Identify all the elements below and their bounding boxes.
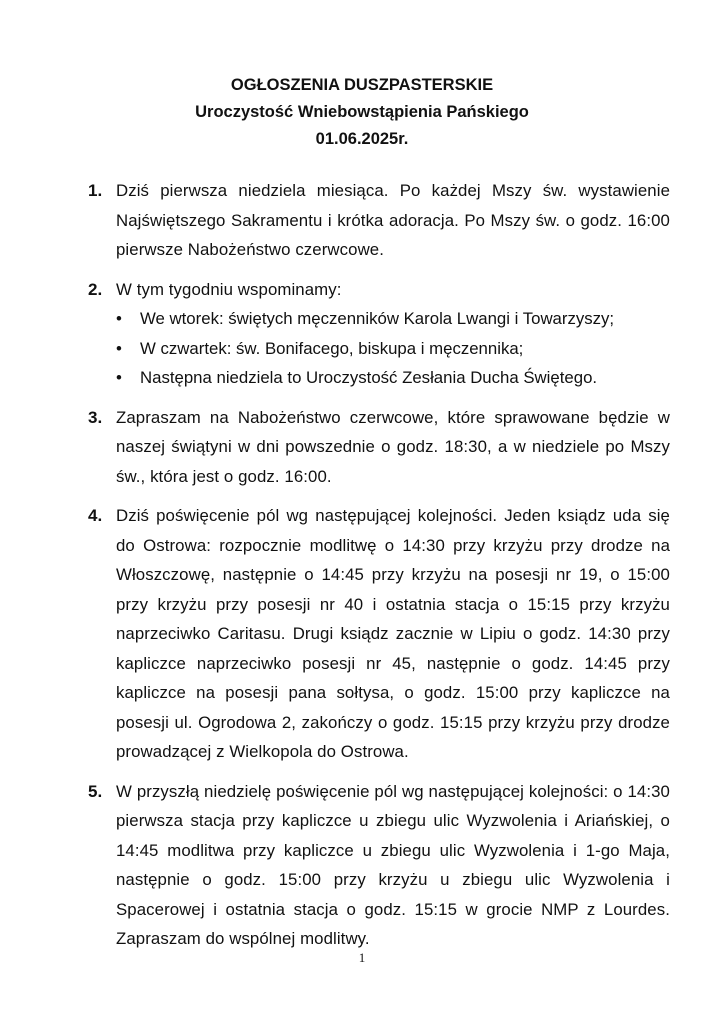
item-number: 2. <box>88 279 103 299</box>
announcement-list <box>88 176 670 964</box>
announcement-item-1 <box>88 176 670 265</box>
item-number: 5. <box>88 781 103 801</box>
bullet-marker: • <box>116 338 122 358</box>
bullet-text: W czwartek: św. Bonifacego, biskupa i męczennika; <box>140 338 524 358</box>
item-text: Dziś pierwsza niedziela miesiąca. Po każdej Mszy św. wystawienie Najświętszego Sakramentu i krótka adoracja. Po Mszy św. o godz. 16:00 pierwsze Nabożeństwo czerwcowe. <box>116 181 670 259</box>
item-text: Dziś poświęcenie pól wg następującej kolejności. Jeden ksiądz uda się do Ostrowa: rozpocznie modlitwę o 14:30 przy krzyżu przy drodze na Włoszczowę, następnie o 14:45 przy krzyżu na posesji nr 19, o 15:00 przy krzyżu przy posesji nr 40 i ostatnia stacja o 15:15 przy krzyżu naprzeciwko Caritasu. Drugi ksiądz zacznie w Lipiu o godz. 14:30 przy kapliczce naprzeciwko posesji nr 45, następnie o godz. 14:45 przy kapliczce na posesji pana sołtysa, o godz. 15:00 przy kapliczce na posesji ul. Ogrodowa 2, zakończy o godz. 15:15 przy krzyżu przy drodze prowadzącej z Wielkopola do Ostrowa. <box>116 506 670 761</box>
announcement-item-4 <box>88 501 670 767</box>
item-number: 4. <box>88 506 103 525</box>
announcement-item-2 <box>88 275 670 393</box>
document-header <box>0 72 724 153</box>
item-number: 1. <box>88 181 103 200</box>
announcement-item-3 <box>88 403 670 492</box>
bullet-text: We wtorek: świętych męczenników Karola Lwangi i Towarzyszy; <box>140 309 615 328</box>
document-subtitle: Uroczystość Wniebowstąpienia Pańskiego <box>195 103 529 121</box>
bullet-item <box>116 334 670 364</box>
item-text: Zapraszam na Nabożeństwo czerwcowe, które sprawowane będzie w naszej świątyni w dni powszednie o godz. 18:30, a w niedziele po Mszy św., która jest o godz. 16:00. <box>116 407 670 486</box>
bullet-marker: • <box>116 368 122 387</box>
item-number: 3. <box>88 407 103 427</box>
item-text: W tym tygodniu wspominamy: <box>116 279 342 299</box>
announcement-item-5 <box>88 777 670 954</box>
bullet-text: Następna niedziela to Uroczystość Zesłania Ducha Świętego. <box>140 368 598 387</box>
document-title: OGŁOSZENIA DUSZPASTERSKIE <box>230 76 494 94</box>
page-number: 1 <box>358 950 366 965</box>
bullet-item <box>116 304 670 334</box>
bullet-marker: • <box>116 309 122 328</box>
bullet-item <box>116 363 670 393</box>
bullet-list <box>116 304 670 393</box>
item-text: W przyszłą niedzielę poświęcenie pól wg następującej kolejności: o 14:30 pierwsza stacja przy kapliczce u zbiegu ulic Wyzwolenia i Ariańskiej, o 14:45 modlitwa przy kapliczce u zbiegu ulic Wyzwolenia i 1-go Maja, następnie o godz. 15:00 przy krzyżu u zbiegu ulic Wyzwolenia i Spacerowej i ostatnia stacja o godz. 15:15 w grocie NMP z Lourdes. Zapraszam do wspólnej modlitwy. <box>116 781 670 948</box>
document-date: 01.06.2025r. <box>315 130 409 148</box>
